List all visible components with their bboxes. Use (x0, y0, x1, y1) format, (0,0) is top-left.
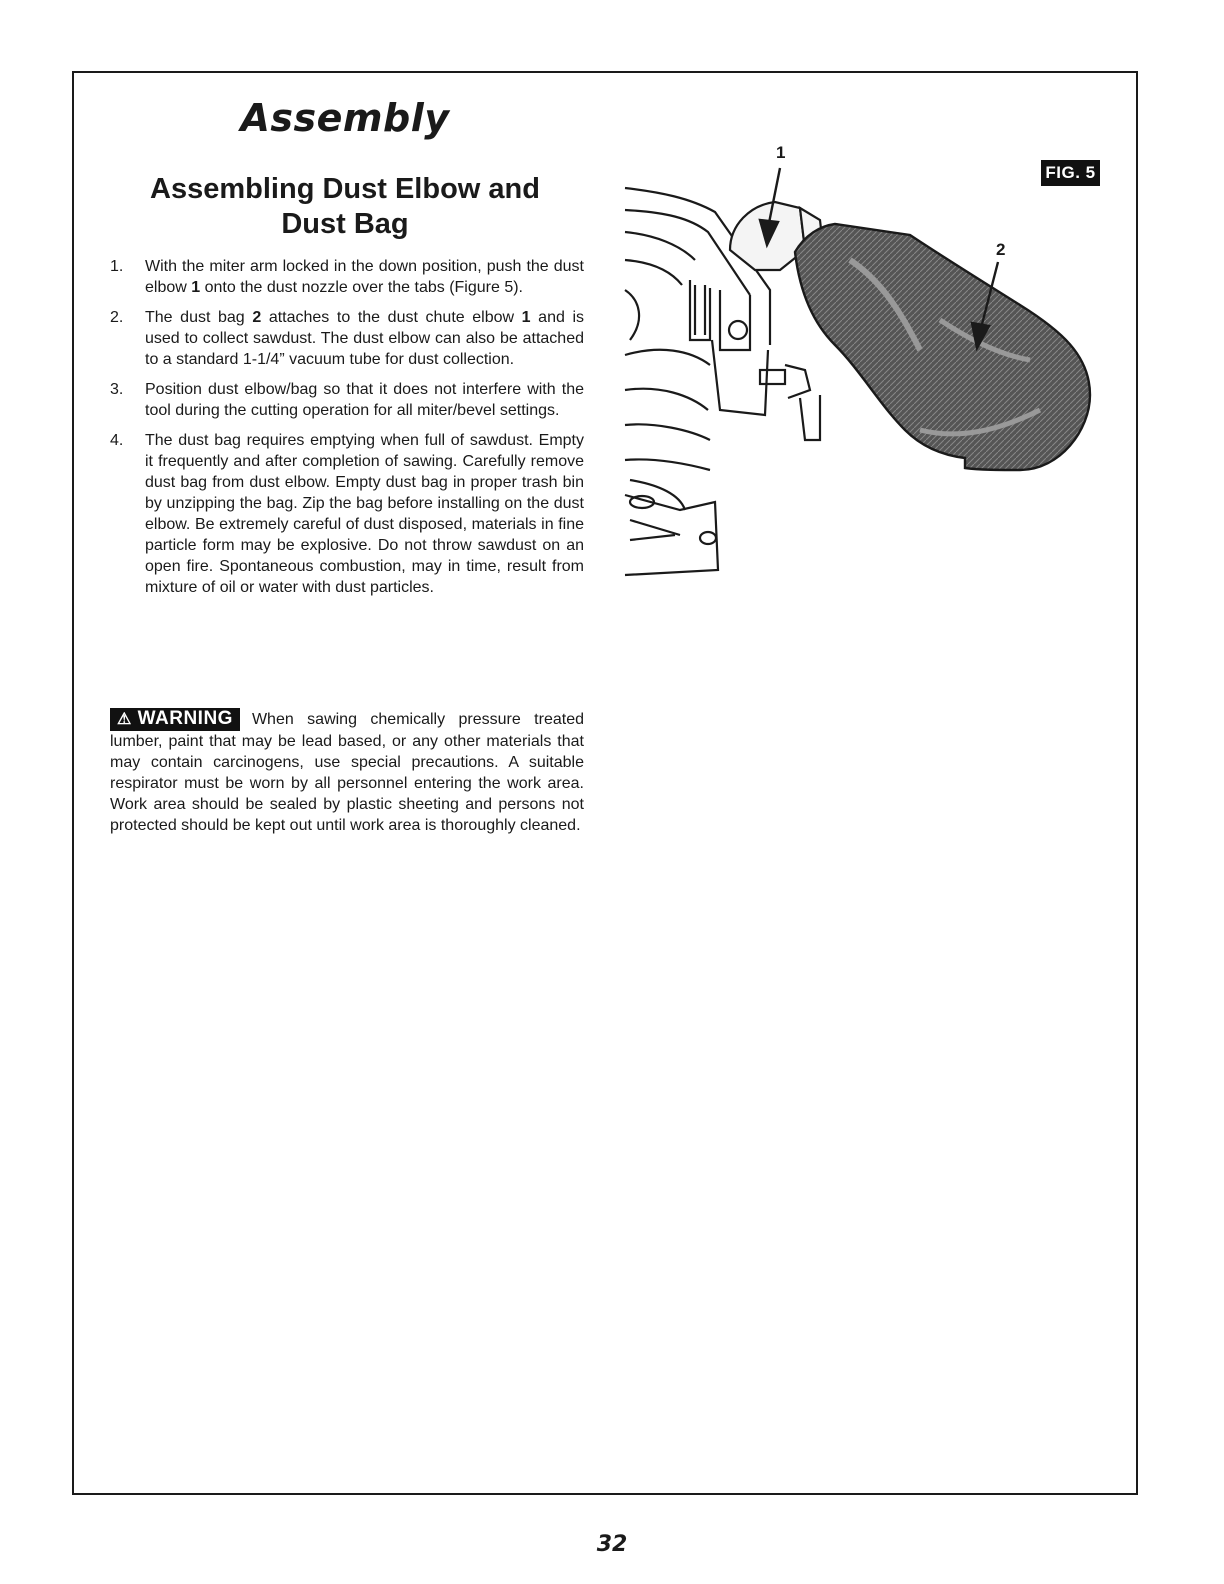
step-text: With the miter arm locked in the down position, push the dust elbow 1 onto the dust nozzle over the tabs (Figure 5). (145, 258, 584, 296)
warning-icon: ⚠ (117, 711, 132, 728)
step-text: The dust bag requires emptying when full of sawdust. Empty it frequently and after completion of sawing. Carefully remove dust bag from dust elbow. Empty dust bag in proper trash bin by unzipping the bag. Zip the bag before installing on the dust elbow. Be extremely careful of dust disposed, materials in fine particle form may be explosive. Do not throw sawdust on an open fire. Spontaneous combustion, may in time, result from mixture of oil or water with dust particles. (145, 432, 584, 596)
step-item (110, 379, 584, 421)
step-text: The dust bag 2 attaches to the dust chute elbow 1 and is used to collect sawdust. The dust elbow can also be attached to a standard 1-1/4” vacuum tube for dust collection. (145, 309, 585, 368)
callout-ref: 1 (521, 309, 531, 326)
step-item (110, 430, 584, 598)
warning-badge (110, 708, 240, 731)
step-number: 1. (110, 258, 124, 275)
step-text: Position dust elbow/bag so that it does not interfere with the tool during the cutting operation for all miter/bevel settings. (145, 381, 584, 419)
assembly-steps (110, 256, 584, 607)
step-item (110, 307, 584, 370)
figure-label: FIG. 5 (1041, 160, 1100, 186)
section-title: Assembly (240, 96, 450, 140)
step-number: 4. (110, 432, 124, 449)
callout-ref: 1 (191, 279, 201, 296)
subsection-title (110, 172, 580, 242)
callout-ref: 2 (252, 309, 262, 326)
subsection-title-line1: Assembling Dust Elbow and (150, 173, 540, 205)
warning-label: WARNING (137, 708, 233, 729)
figure-dust-bag-illustration (620, 140, 1105, 590)
warning-block (110, 708, 584, 836)
dust-bag (795, 224, 1090, 470)
step-number: 3. (110, 381, 124, 398)
warning-text: When sawing chemically pressure treated lumber, paint that may be lead based, or any other materials that may contain carcinogens, use special precautions. A suitable respirator must be worn by all personnel entering the work area. Work area should be sealed by plastic sheeting and persons not protected should be kept out until work area is thoroughly cleaned. (110, 711, 584, 834)
callout-label-1: 1 (776, 143, 786, 162)
step-number: 2. (110, 309, 124, 326)
step-item (110, 256, 584, 298)
subsection-title-line2: Dust Bag (281, 208, 409, 240)
callout-label-2: 2 (996, 240, 1006, 259)
page-number: 32 (596, 1532, 628, 1557)
